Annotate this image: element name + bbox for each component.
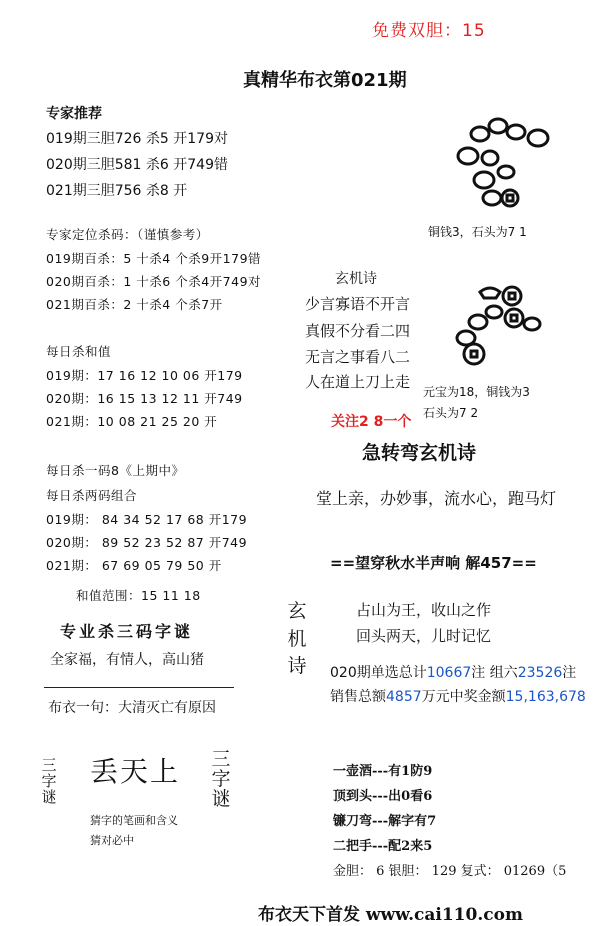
sales-number: 4857 (386, 689, 422, 705)
ingot-illustration (450, 282, 560, 372)
sales-text: 注 (562, 665, 577, 681)
proverb-line: 顶到头---出0看6 (333, 789, 433, 804)
poem-line: 人在道上刀上走 (305, 373, 411, 391)
sales-text: 销售总额 (330, 689, 386, 705)
proverb-line: 一壶酒---有1防9 (333, 764, 433, 779)
experts-line: 020期三胆581 杀6 开749错 (46, 157, 228, 173)
sharp-turn-text: 堂上亲，办妙事，流水心，跑马灯 (316, 489, 557, 508)
proverb-line: 二把手---配2来5 (333, 839, 433, 854)
ingot-caption: 元宝为18，铜钱为3 (423, 385, 530, 399)
poem-line: 真假不分看二四 (305, 322, 411, 340)
riddle-hint: 猜字的笔画和含义 (90, 814, 178, 827)
position-kill-line: 021期百杀：2 十杀4 个杀7开 (46, 297, 223, 312)
riddle-left-label: 三字谜 (41, 756, 57, 806)
coins-illustration (440, 112, 560, 212)
position-kill-line: 020期百杀：1 十杀6 个杀4开749对 (46, 274, 262, 289)
position-kill-heading: 专家定位杀码：（谨慎参考） (46, 227, 209, 242)
daily-sum-line: 020期：16 15 13 12 11 开749 (46, 391, 243, 406)
sales-number: 23526 (517, 665, 563, 681)
coins-caption: 铜钱3，石头为7 1 (428, 225, 527, 239)
sharp-turn-heading: 急转弯玄机诗 (362, 442, 477, 464)
riddle3-text: 全家福，有情人，高山猪 (50, 652, 204, 668)
ingot-caption: 石头为7 2 (423, 406, 479, 420)
footer-url: 布衣天下首发 www.cai110.com (258, 905, 523, 925)
daily-kill-two-line: 019期： 84 34 52 17 68 开179 (46, 512, 248, 527)
experts-heading: 专家推荐 (46, 106, 102, 122)
sales-number: 15,163,678 (505, 689, 586, 705)
position-kill-line: 019期百杀：5 十杀4 个杀9开179错 (46, 251, 262, 266)
sales-text: 注 组六 (471, 665, 518, 681)
focus-note: 关注2 8一个 (331, 414, 412, 430)
gall-line: 金胆： 6 银胆： 129 复式： 01269（5 (333, 864, 567, 879)
daily-kill-two-line: 021期： 67 69 05 79 50 开 (46, 558, 222, 573)
page-title: 真精华布衣第021期 (243, 70, 407, 91)
poem-line: 少言寡语不开言 (305, 295, 411, 313)
mystic-label: 玄机诗 (287, 600, 307, 678)
autumn-hint: ==望穿秋水半声响 解457== (330, 554, 537, 572)
daily-kill-two-line: 020期： 89 52 23 52 87 开749 (46, 535, 248, 550)
sum-range: 和值范围：15 11 18 (76, 588, 201, 603)
daily-sum-line: 019期：17 16 12 10 06 开179 (46, 368, 243, 383)
mystic-line: 占山为王，收山之作 (356, 601, 492, 619)
daily-sum-line: 021期：10 08 21 25 20 开 (46, 414, 218, 429)
riddle-hint: 猜对必中 (90, 834, 134, 847)
poem-line: 无言之事看八二 (305, 348, 411, 366)
divider (44, 687, 234, 688)
sales-text: 020期单选总计 (330, 665, 427, 681)
mystic-line: 回头两天，儿时记忆 (356, 627, 492, 645)
poem-heading: 玄机诗 (335, 271, 377, 287)
riddle3-heading: 专业杀三码字谜 (60, 622, 194, 641)
proverb-line: 镰刀弯---解字有7 (333, 814, 437, 829)
riddle-main: 丢天上 (90, 755, 181, 788)
sales-number: 10667 (426, 665, 472, 681)
sales-line-2 (330, 686, 586, 706)
daily-kill-two-heading: 每日杀两码组合 (46, 488, 138, 503)
sales-line-1 (330, 662, 576, 682)
sales-text: 万元中奖金额 (421, 689, 506, 705)
riddle-right-label: 三字谜 (211, 748, 231, 810)
daily-kill-one: 每日杀一码8《上期中》 (46, 463, 185, 478)
daily-sum-heading: 每日杀和值 (46, 344, 112, 359)
free-pick-label: 免费双胆：15 (372, 21, 486, 41)
experts-line: 021期三胆756 杀8 开 (46, 183, 188, 199)
buyi-line: 布衣一句：大清灭亡有原因 (48, 700, 216, 716)
experts-line: 019期三胆726 杀5 开179对 (46, 131, 228, 147)
